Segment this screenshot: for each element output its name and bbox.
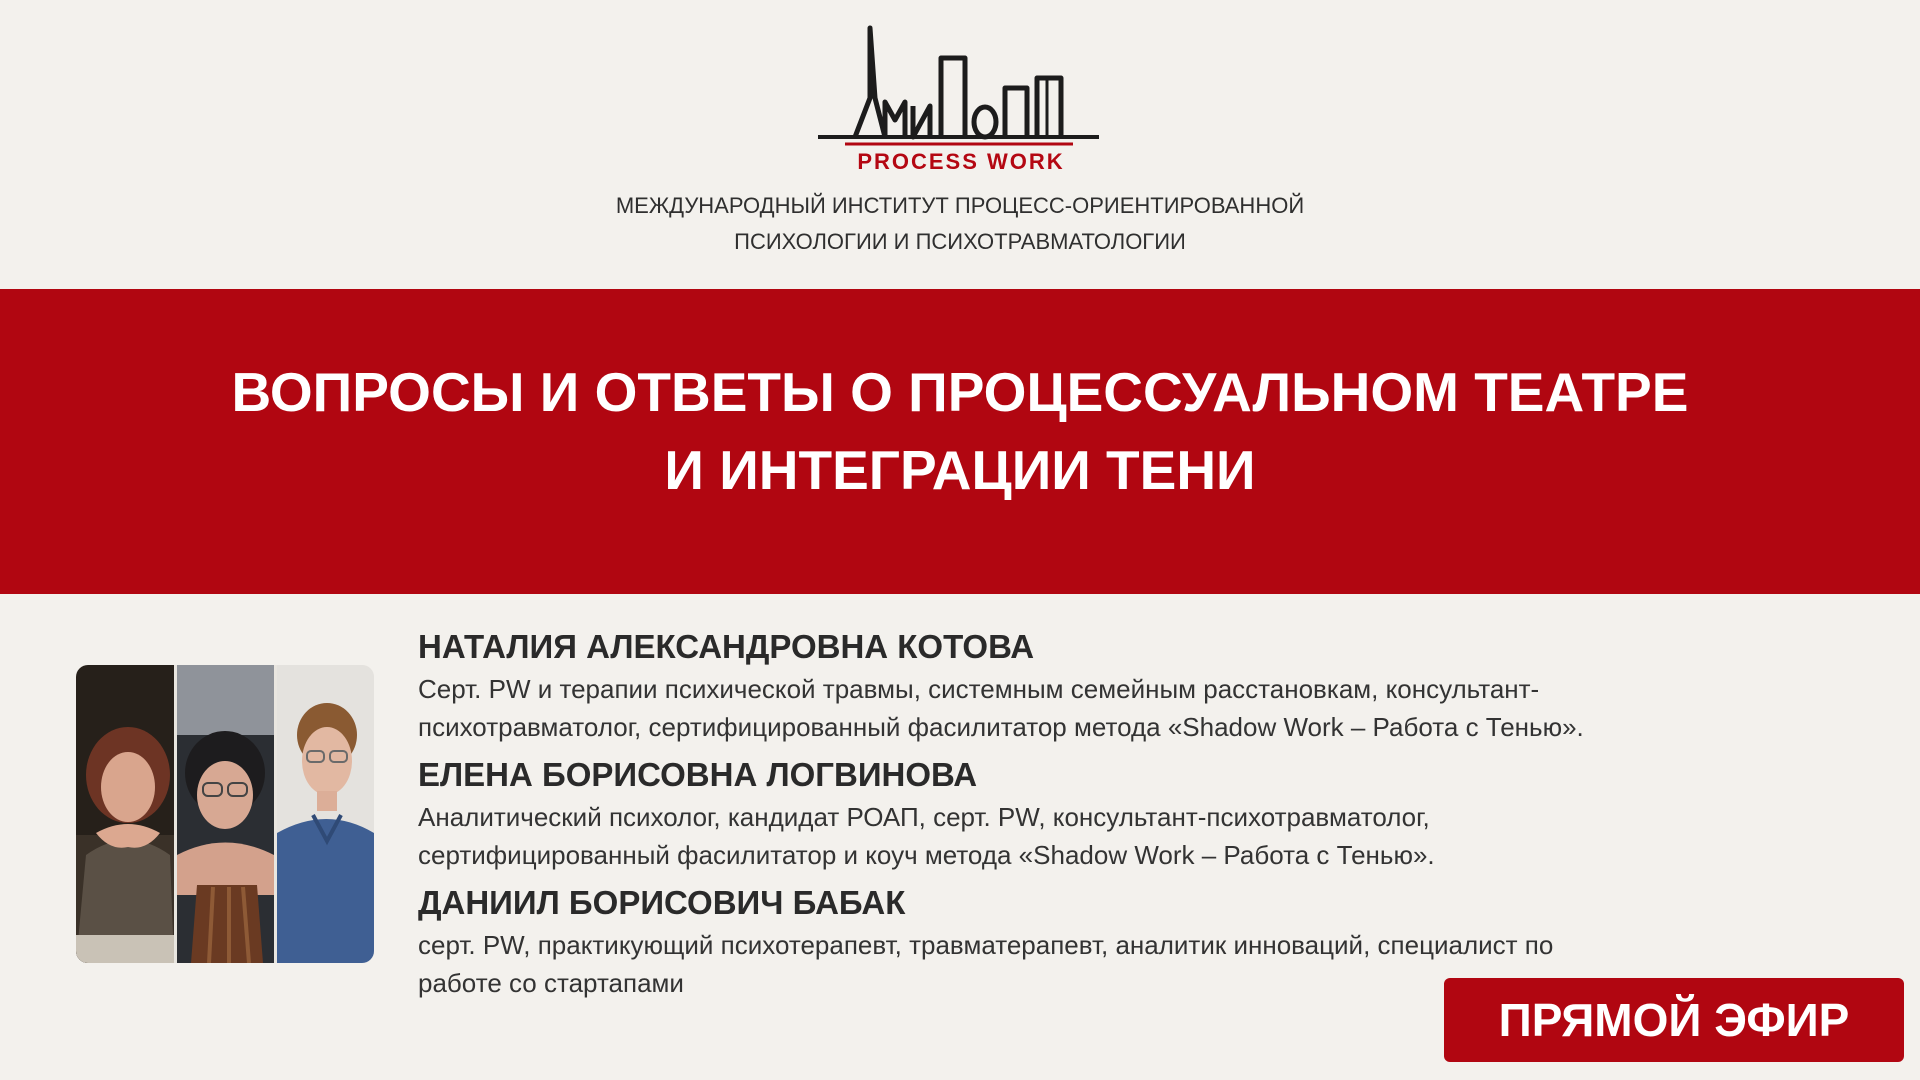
speaker-description [418,798,1718,874]
speaker-description [418,670,1718,746]
header [0,20,1920,180]
speaker-description-line: серт. PW, практикующий психотерапевт, травматерапевт, аналитик инноваций, специалист по [418,930,1554,960]
institute-line-1: МЕЖДУНАРОДНЫЙ ИНСТИТУТ ПРОЦЕСС-ОРИЕНТИРОВАННОЙ [615,193,1305,218]
speaker-description-line: работе со стартапами [418,968,684,998]
speaker-name: ЕЛЕНА БОРИСОВНА ЛОГВИНОВА [418,756,978,793]
speaker-description-line: сертифицированный фасилитатор и коуч метода «Shadow Work – Работа с Тенью». [418,840,1435,870]
title-banner [0,289,1920,594]
speaker-name: НАТАЛИЯ АЛЕКСАНДРОВНА КОТОВА [418,628,1035,665]
event-title-line-2: И ИНТЕГРАЦИИ ТЕНИ [664,439,1256,501]
speaker-description-line: Аналитический психолог, кандидат РОАП, серт. PW, консультант-психотравматолог, [418,802,1430,832]
speaker-entry [418,624,1718,746]
speakers-photo-collage [76,665,374,963]
institute-line-2: ПСИХОЛОГИИ И ПСИХОТРАВМАТОЛОГИИ [734,229,1186,254]
speaker-name: ДАНИИЛ БОРИСОВИЧ БАБАК [418,884,906,921]
event-title-line-1: ВОПРОСЫ И ОТВЕТЫ О ПРОЦЕССУАЛЬНОМ ТЕАТРЕ [231,361,1689,423]
live-broadcast-badge: ПРЯМОЙ ЭФИР [1444,978,1904,1062]
speakers-list [418,624,1718,1008]
speaker-entry [418,752,1718,874]
speaker-photo-logvinova [177,665,274,963]
speaker-photo-kotova [76,665,174,963]
logo-label: PROCESS WORK [857,149,1065,174]
mipopp-logo [815,24,1105,154]
speaker-photo-babak [277,665,374,963]
event-title [0,353,1920,509]
speaker-description-line: психотравматолог, сертифицированный фасилитатор метода «Shadow Work – Работа с Тенью». [418,712,1584,742]
institute-name [0,188,1920,260]
speaker-description-line: Серт. PW и терапии психической травмы, системным семейным расстановкам, консультант- [418,674,1540,704]
